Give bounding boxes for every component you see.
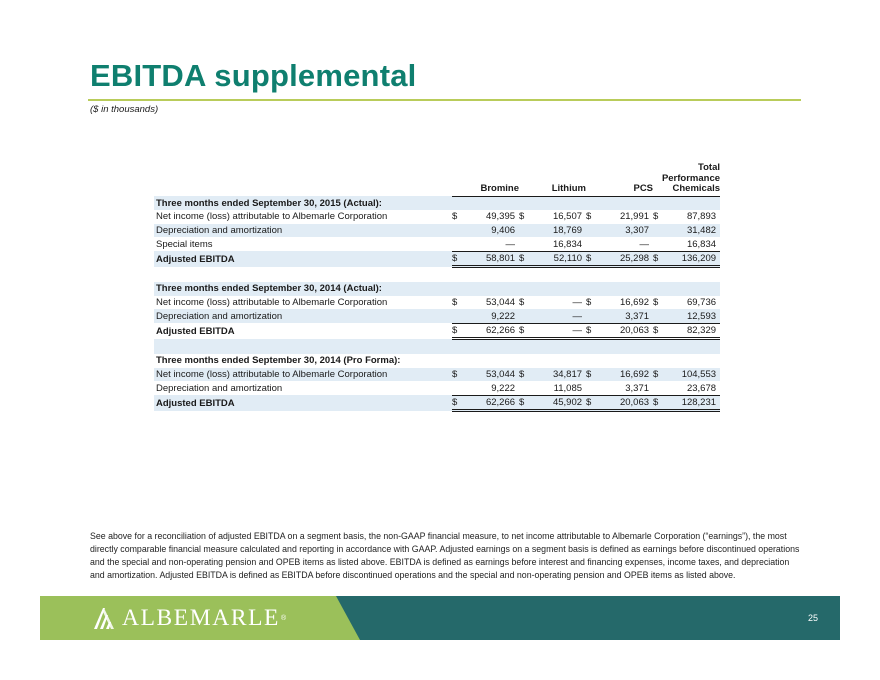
total-row [154,323,720,339]
currency-symbol: $ [452,251,464,267]
value-cell: 16,834 [665,237,720,251]
currency-symbol: $ [452,323,464,339]
value-cell: 18,769 [531,224,586,238]
albemarle-logo [92,604,286,632]
currency-symbol: $ [586,368,598,382]
currency-symbol [519,309,531,323]
value-cell: — [531,309,586,323]
currency-symbol [653,224,665,238]
value-cell: 16,692 [598,368,653,382]
value-cell: 136,209 [665,251,720,267]
section-heading-row [154,282,720,296]
row-label: Adjusted EBITDA [154,251,452,267]
currency-symbol: $ [586,323,598,339]
value-cell: 45,902 [531,395,586,411]
value-cell: — [464,237,519,251]
table-row [154,368,720,382]
value-cell: 53,044 [485,296,516,308]
currency-symbol [653,381,665,395]
footer-banner [40,596,840,640]
value-cell: 69,736 [686,296,717,308]
currency-symbol [586,237,598,251]
column-header-total-line-1: Total [698,162,721,173]
value-cell: 3,371 [598,309,653,323]
value-cell: 3,371 [598,381,653,395]
currency-symbol: $ [519,251,531,267]
value-cell: 9,406 [464,224,519,238]
value-cell: 49,395 [485,211,516,223]
currency-symbol: $ [452,395,464,411]
currency-symbol: $ [653,395,665,411]
currency-symbol: $ [586,296,592,308]
registered-mark: ® [281,614,287,622]
value-cell: 104,553 [665,368,720,382]
value-cell: 62,266 [464,395,519,411]
column-header-row [154,163,720,196]
page-title: EBITDA supplemental [90,58,417,93]
value-cell: — [531,323,586,339]
value-cell: 52,110 [531,251,586,267]
value-cell: 25,298 [598,251,653,267]
units-note: ($ in thousands) [90,104,159,115]
total-row [154,251,720,267]
title-divider [88,99,801,101]
value-cell: 11,085 [531,381,586,395]
currency-symbol: $ [653,251,665,267]
spacer-row [154,339,720,354]
currency-symbol: $ [519,211,525,223]
section-heading-row [154,196,720,210]
currency-symbol: $ [653,211,659,223]
row-label: Depreciation and amortization [154,224,452,238]
currency-symbol [452,381,464,395]
currency-symbol [452,237,464,251]
total-row [154,395,720,411]
currency-symbol [519,224,531,238]
currency-symbol [586,224,598,238]
currency-symbol: $ [653,296,659,308]
currency-symbol: $ [653,368,665,382]
currency-symbol: $ [519,296,525,308]
value-cell: 62,266 [464,323,519,339]
column-header-total-line-2: Performance [661,172,721,184]
table-row [154,309,720,323]
currency-symbol: $ [452,368,464,382]
section-heading-row [154,354,720,368]
value-cell: 16,834 [531,237,586,251]
footnote-text: See above for a reconciliation of adjusted EBITDA on a segment basis, the non-GAAP financial measure, to net income attributable to Albemarle Corporation (“earnings”), the most directly comparable financial measure calculated and reporting in accordance with GAAP. Adjusted earnings on a segment basis is defined as earnings before discontinued operations and the special and non-operating pension and OPEB items as listed above. EBITDA is defined as earnings before interest and financing expenses, income taxes, and depreciation and amortization. Adjusted EBITDA is defined as EBITDA before discontinued operations and the special and non-operating pension and OPEB items as listed above. [90,531,800,581]
currency-symbol: $ [653,323,665,339]
row-label: Adjusted EBITDA [154,395,452,411]
currency-symbol [519,381,531,395]
currency-symbol: $ [586,211,592,223]
table-row [154,381,720,395]
value-cell: 128,231 [665,395,720,411]
row-label: Net income (loss) attributable to Albemarle Corporation [156,211,388,223]
page-number: 25 [807,613,818,623]
currency-symbol [519,237,531,251]
section-heading: Three months ended September 30, 2014 (Pro Forma): [156,355,401,367]
value-cell: 20,063 [598,395,653,411]
column-header-total-performance-chemicals [653,163,720,196]
currency-symbol [452,224,464,238]
column-header-total-line-3: Chemicals [672,183,721,194]
ebitda-table [154,163,720,412]
value-cell: 12,593 [665,309,720,323]
column-header-pcs: PCS [586,163,653,196]
row-label: Net income (loss) attributable to Albemarle Corporation [154,368,452,382]
currency-symbol: $ [519,368,531,382]
currency-symbol: $ [452,211,458,223]
column-header-bromine: Bromine [452,163,519,196]
value-cell: 16,692 [619,296,650,308]
value-cell: 87,893 [686,211,717,223]
value-cell: 20,063 [598,323,653,339]
section-heading: Three months ended September 30, 2015 (Actual): [154,196,720,210]
currency-symbol [653,237,665,251]
value-cell: 82,329 [665,323,720,339]
section-heading: Three months ended September 30, 2014 (Actual): [154,282,720,296]
logo-wordmark: ALBEMARLE [122,604,281,631]
table-row [154,296,720,310]
value-cell: 9,222 [464,381,519,395]
value-cell: 53,044 [464,368,519,382]
value-cell: 3,307 [598,224,653,238]
currency-symbol [586,309,598,323]
value-cell: — [598,237,653,251]
currency-symbol: $ [586,395,598,411]
value-cell: 31,482 [665,224,720,238]
table-row [154,224,720,238]
row-label: Depreciation and amortization [154,309,452,323]
value-cell: 34,817 [531,368,586,382]
currency-symbol: $ [519,323,531,339]
column-header-lithium: Lithium [519,163,586,196]
albemarle-leaf-icon [92,606,118,630]
value-cell: 58,801 [464,251,519,267]
currency-symbol: $ [452,296,458,308]
currency-symbol: $ [519,395,531,411]
currency-symbol [452,309,464,323]
value-cell: 23,678 [665,381,720,395]
currency-symbol [586,381,598,395]
value-cell: 9,222 [464,309,519,323]
currency-symbol [653,309,665,323]
row-label: Special items [156,238,213,250]
row-label: Adjusted EBITDA [156,325,235,337]
spacer-row [154,267,720,282]
table-row [154,210,720,224]
value-cell: 21,991 [619,211,650,223]
value-cell: — [572,296,583,308]
currency-symbol: $ [586,251,598,267]
table-row [154,237,720,251]
value-cell: 16,507 [552,211,583,223]
row-label: Depreciation and amortization [156,382,283,394]
row-label: Net income (loss) attributable to Albemarle Corporation [156,296,388,308]
